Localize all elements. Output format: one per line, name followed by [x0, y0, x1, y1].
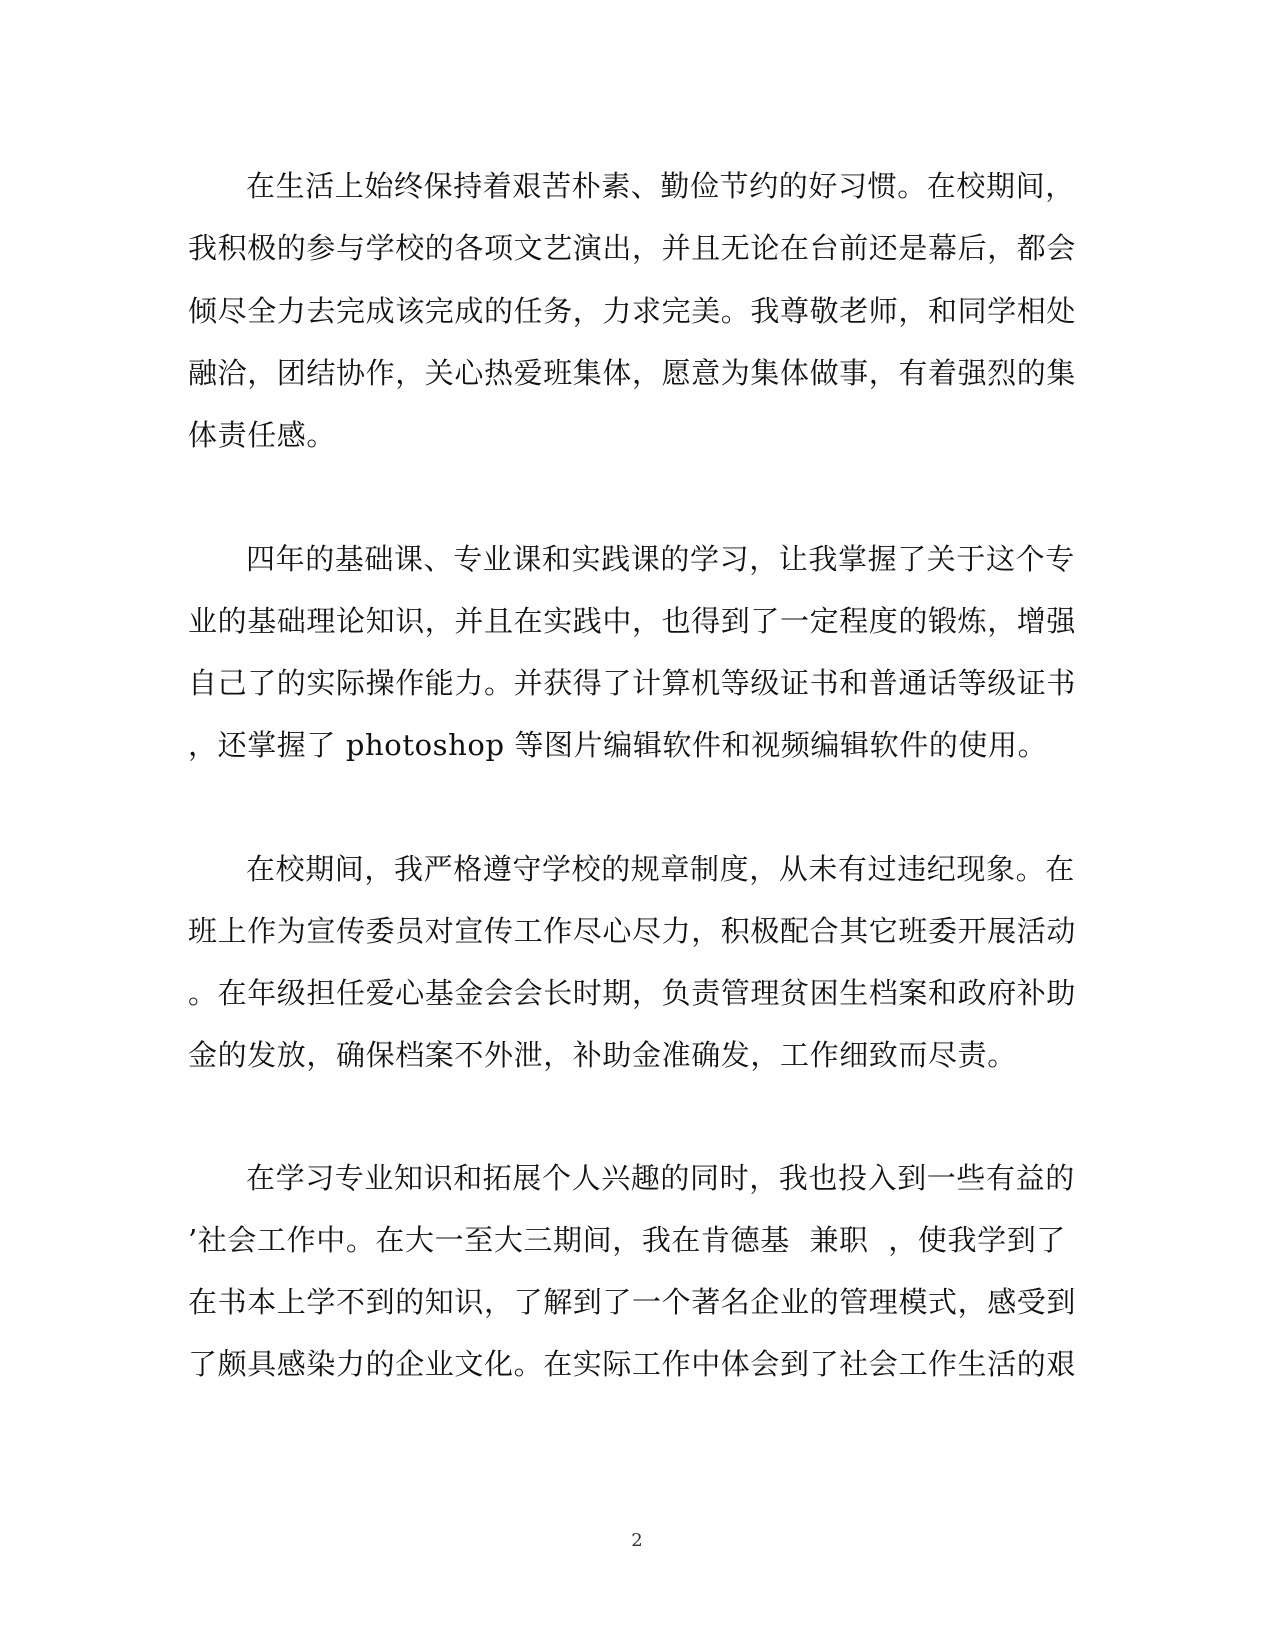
paragraph-2-line-2: 业的基础理论知识，并且在实践中，也得到了一定程度的锻炼，增强 [188, 604, 1077, 638]
paragraph-1-line-3: 倾尽全力去完成该完成的任务，力求完美。我尊敬老师，和同学相处 [188, 294, 1077, 328]
paragraph-2-line-3: 自己了的实际操作能力。并获得了计算机等级证书和普通话等级证书 [188, 666, 1077, 700]
paragraph-1-line-1: 在生活上始终保持着艰苦朴素、勤俭节约的好习惯。在校期间， [246, 169, 1075, 203]
paragraph-1-line-5: 体责任感。 [188, 418, 337, 452]
paragraph-4-line-1: 在学习专业知识和拓展个人兴趣的同时，我也投入到一些有益的 [246, 1161, 1075, 1195]
paragraph-1-line-2: 我积极的参与学校的各项文艺演出，并且无论在台前还是幕后，都会 [188, 231, 1077, 265]
paragraph-2-line-4: ，还掌握了 photoshop 等图片编辑软件和视频编辑软件的使用。 [188, 728, 1048, 762]
paragraph-4-line-3: 在书本上学不到的知识，了解到了一个著名企业的管理模式，感受到 [188, 1285, 1077, 1319]
paragraph-4-line-4: 了颇具感染力的企业文化。在实际工作中体会到了社会工作生活的艰 [188, 1347, 1077, 1381]
paragraph-3-line-2: 班上作为宣传委员对宣传工作尽心尽力，积极配合其它班委开展活动 [188, 914, 1077, 948]
paragraph-1-line-4: 融洽，团结协作，关心热爱班集体，愿意为集体做事，有着强烈的集 [188, 356, 1077, 390]
paragraph-4-line-2: ’社会工作中。在大一至大三期间，我在肯德基 兼职 ，使我学到了 [188, 1223, 1066, 1257]
paragraph-3-line-4: 金的发放，确保档案不外泄，补助金准确发，工作细致而尽责。 [188, 1038, 1017, 1072]
paragraph-2-line-1: 四年的基础课、专业课和实践课的学习，让我掌握了关于这个专 [246, 542, 1075, 576]
paragraph-3-line-1: 在校期间，我严格遵守学校的规章制度，从未有过违纪现象。在 [246, 852, 1075, 886]
paragraph-3-line-3: 。在年级担任爱心基金会会长时期，负责管理贫困生档案和政府补助 [188, 976, 1077, 1010]
page-number: 2 [631, 1530, 643, 1551]
